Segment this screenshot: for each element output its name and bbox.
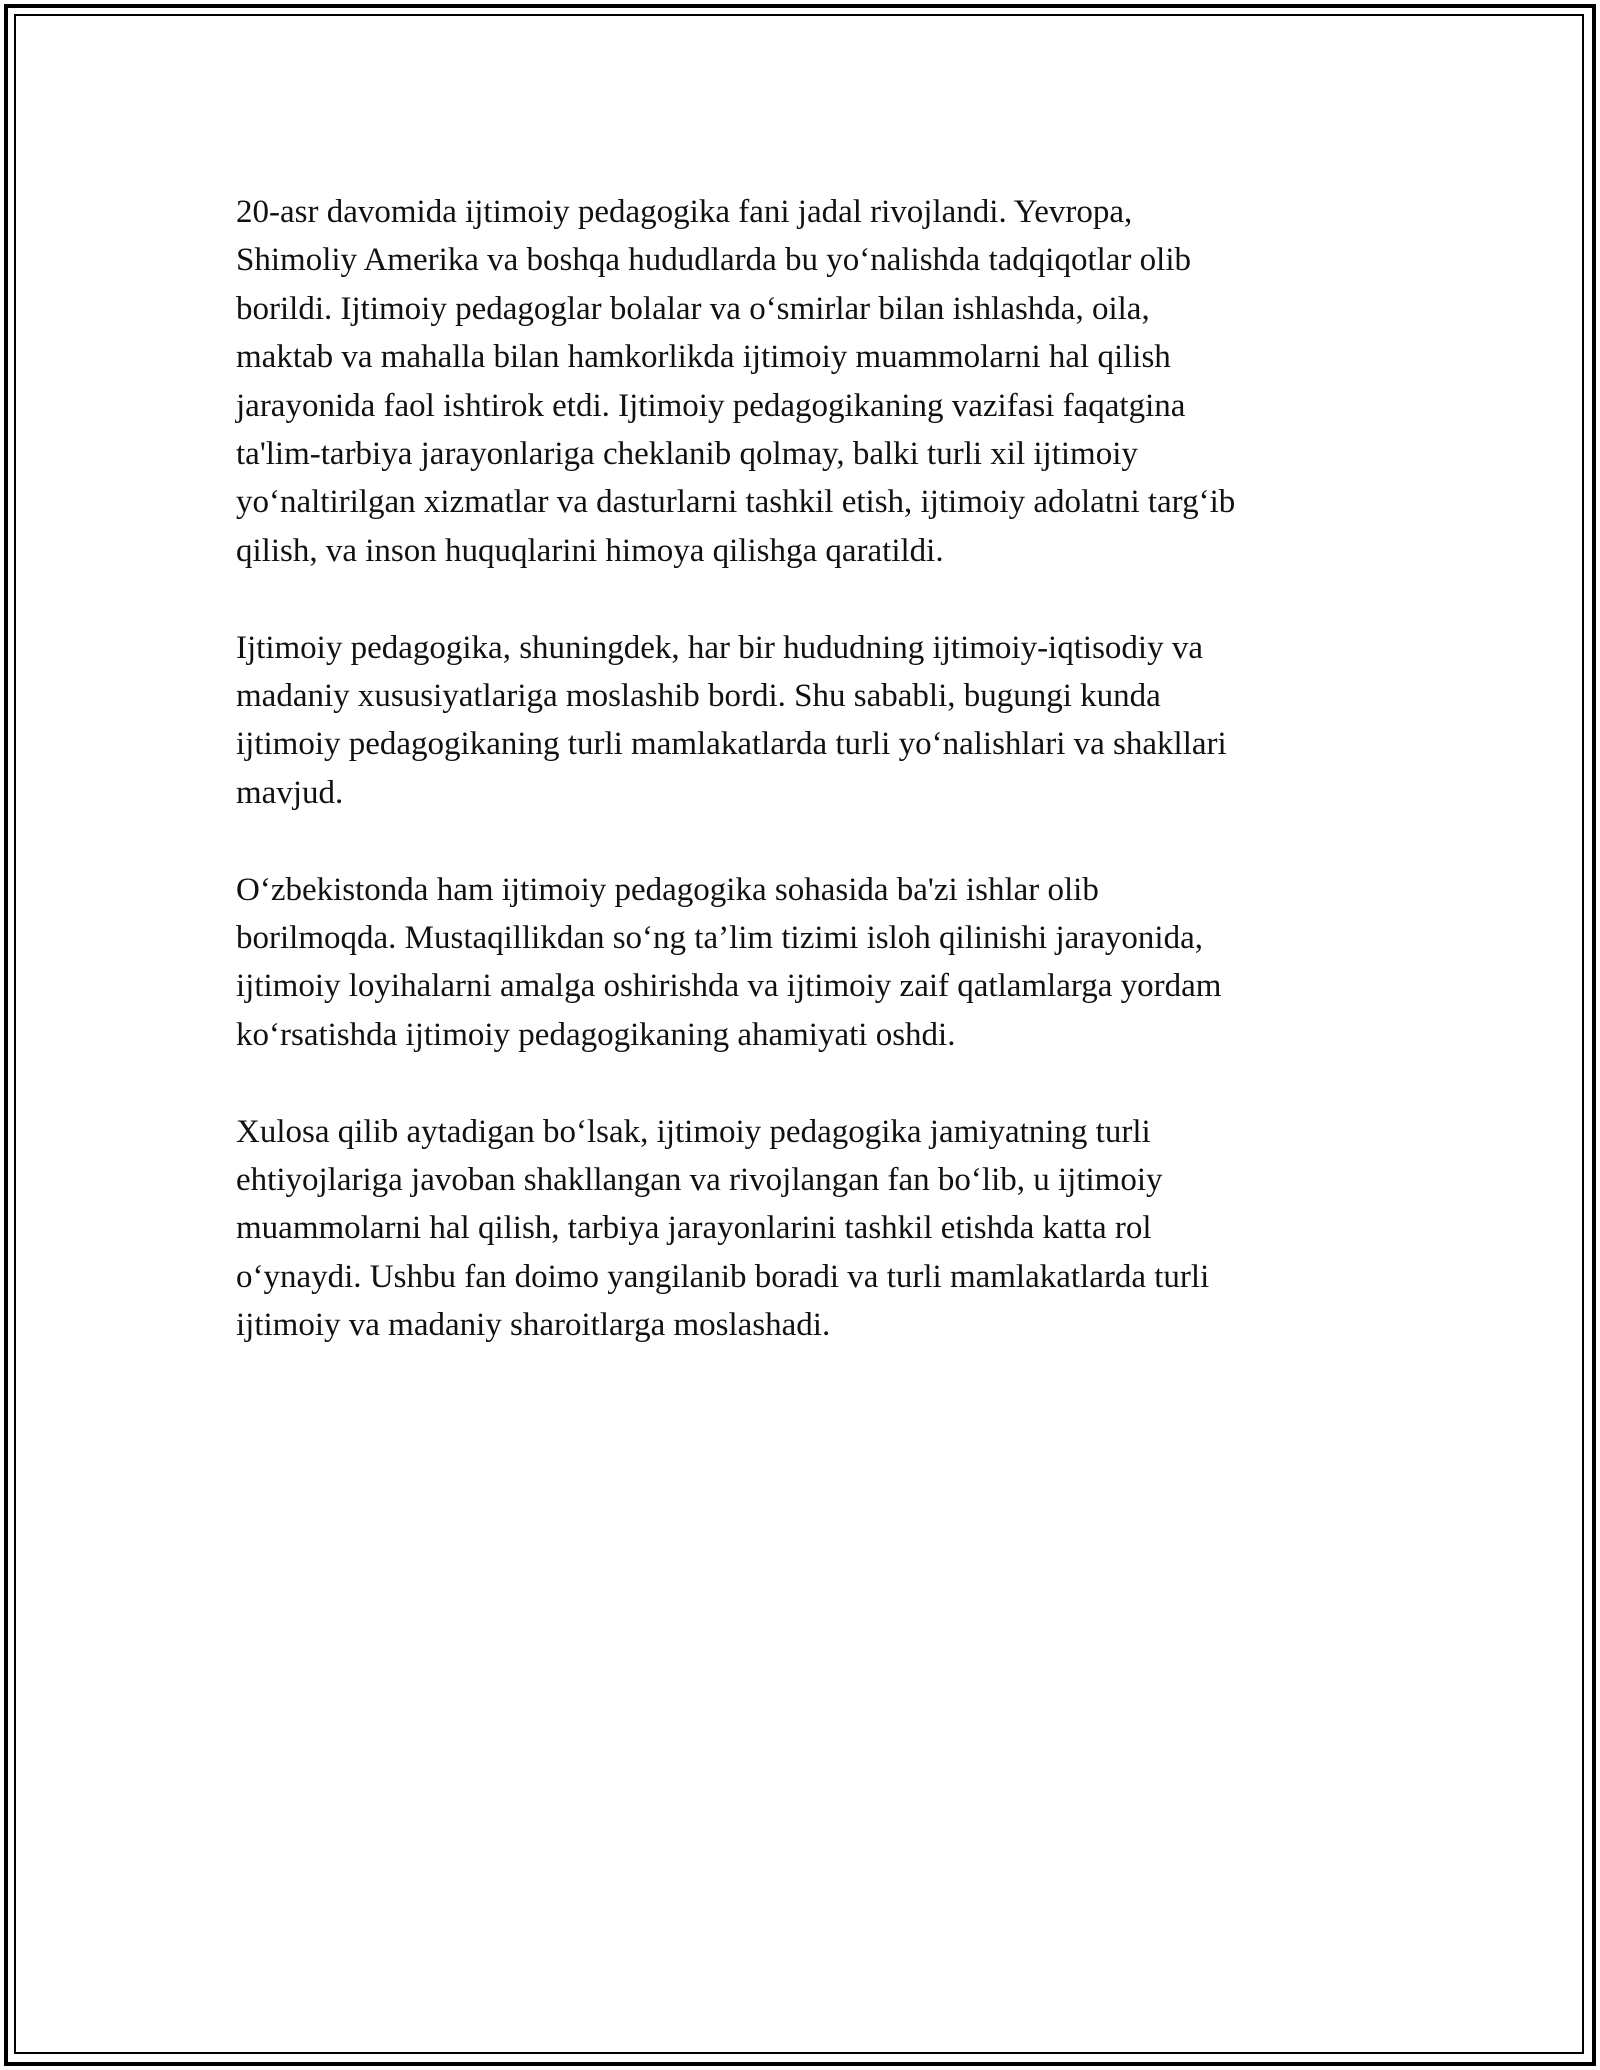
- paragraph-2: Ijtimoiy pedagogika, shuningdek, har bir hududning ijtimoiy-iqtisodiy va madaniy xususiyatlariga moslashib bordi. Shu sababli, bugungi kunda ijtimoiy pedagogikaning turli mamlakatlarda turli yoʻnalishlari va shakllari mavjud.: [236, 629, 1227, 811]
- paragraph-4: Xulosa qilib aytadigan boʻlsak, ijtimoiy pedagogika jamiyatning turli ehtiyojlariga javoban shakllangan va rivojlangan fan boʻlib, u ijtimoiy muammolarni hal qilish, tarbiya jarayonlarini tashkil etishda katta rol oʻynaydi. Ushbu fan doimo yangilanib boradi va turli mamlakatlarda turli ijtimoiy va madaniy sharoitlarga moslashadi.: [236, 1113, 1210, 1344]
- paragraph-3: Oʻzbekistonda ham ijtimoiy pedagogika sohasida ba'zi ishlar olib borilmoqda. Mustaqillikdan soʻng ta’lim tizimi isloh qilinishi jarayonida, ijtimoiy loyihalarni amalga oshirishda va ijtimoiy zaif qatlamlarga yordam koʻrsatishda ijtimoiy pedagogikaning ahamiyati oshdi.: [236, 871, 1222, 1053]
- paragraph-1: 20-asr davomida ijtimoiy pedagogika fani jadal rivojlandi. Yevropa, Shimoliy Amerika va boshqa hududlarda bu yoʻnalishda tadqiqotlar olib borildi. Ijtimoiy pedagoglar bolalar va oʻsmirlar bilan ishlashda, oila, maktab va mahalla bilan hamkorlikda ijtimoiy muammolarni hal qilish jarayonida faol ishtirok etdi. Ijtimoiy pedagogikaning vazifasi faqatgina ta'lim-tarbiya jarayonlariga cheklanib qolmay, balki turli xil ijtimoiy yoʻnaltirilgan xizmatlar va dasturlarni tashkil etish, ijtimoiy adolatni targʻib qilish, va inson huquqlarini himoya qilishga qaratildi.: [236, 194, 1236, 569]
- document-body: [236, 188, 1366, 1398]
